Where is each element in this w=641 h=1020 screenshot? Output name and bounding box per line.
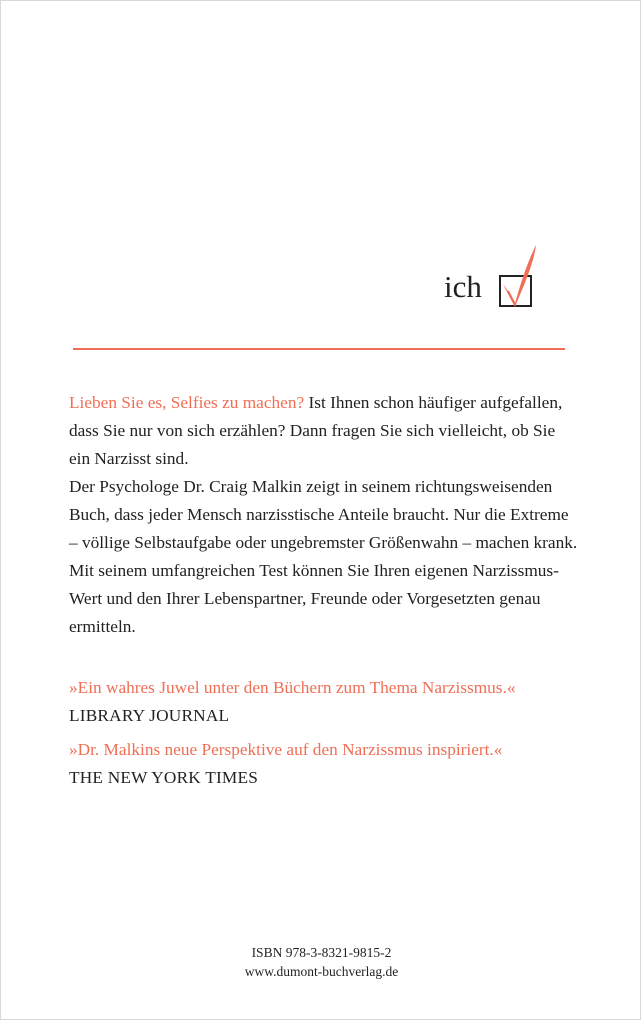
blurb-text-1: Ist Ihnen schon häufiger aufgefallen, dass Sie nur von sich erzählen? Dann fragen Sie sich vielleicht, ob Sie ein Narzisst sind. <box>69 393 563 468</box>
checkbox-check-icon <box>496 243 540 309</box>
review-quote-2 <box>69 736 589 792</box>
blurb-paragraph-1 <box>69 389 579 473</box>
quote-text: »Ein wahres Juwel unter den Büchern zum Thema Narzissmus.« <box>69 678 516 697</box>
publisher-url: www.dumont-buchverlag.de <box>244 964 399 979</box>
blurb-paragraph-2: Der Psychologe Dr. Craig Malkin zeigt in seinem richtungsweisenden Buch, dass jeder Mensch narzisstische Anteile braucht. Nur die Extreme – völlige Selbstaufgabe oder ungebremster Größenwahn – machen krank. Mit seinem umfangreichen Test können Sie Ihren eigenen Narzissmus-Wert und den Ihrer Lebenspartner, Freunde oder Vorgesetzten genau ermitteln. <box>69 477 578 636</box>
publisher-footer <box>1 943 641 981</box>
ich-logo <box>444 243 544 309</box>
quote-text: »Dr. Malkins neue Perspektive auf den Narzissmus inspiriert.« <box>69 740 503 759</box>
logo-word: ich <box>444 269 482 304</box>
isbn: ISBN 978-3-8321-9815-2 <box>251 945 392 960</box>
divider-line <box>73 348 565 350</box>
review-quote-1 <box>69 674 589 730</box>
quote-source: THE NEW YORK TIMES <box>69 768 259 787</box>
blurb-lead: Lieben Sie es, Selfies zu machen? <box>69 393 305 412</box>
blurb-text <box>69 389 579 641</box>
quote-source: LIBRARY JOURNAL <box>69 706 230 725</box>
